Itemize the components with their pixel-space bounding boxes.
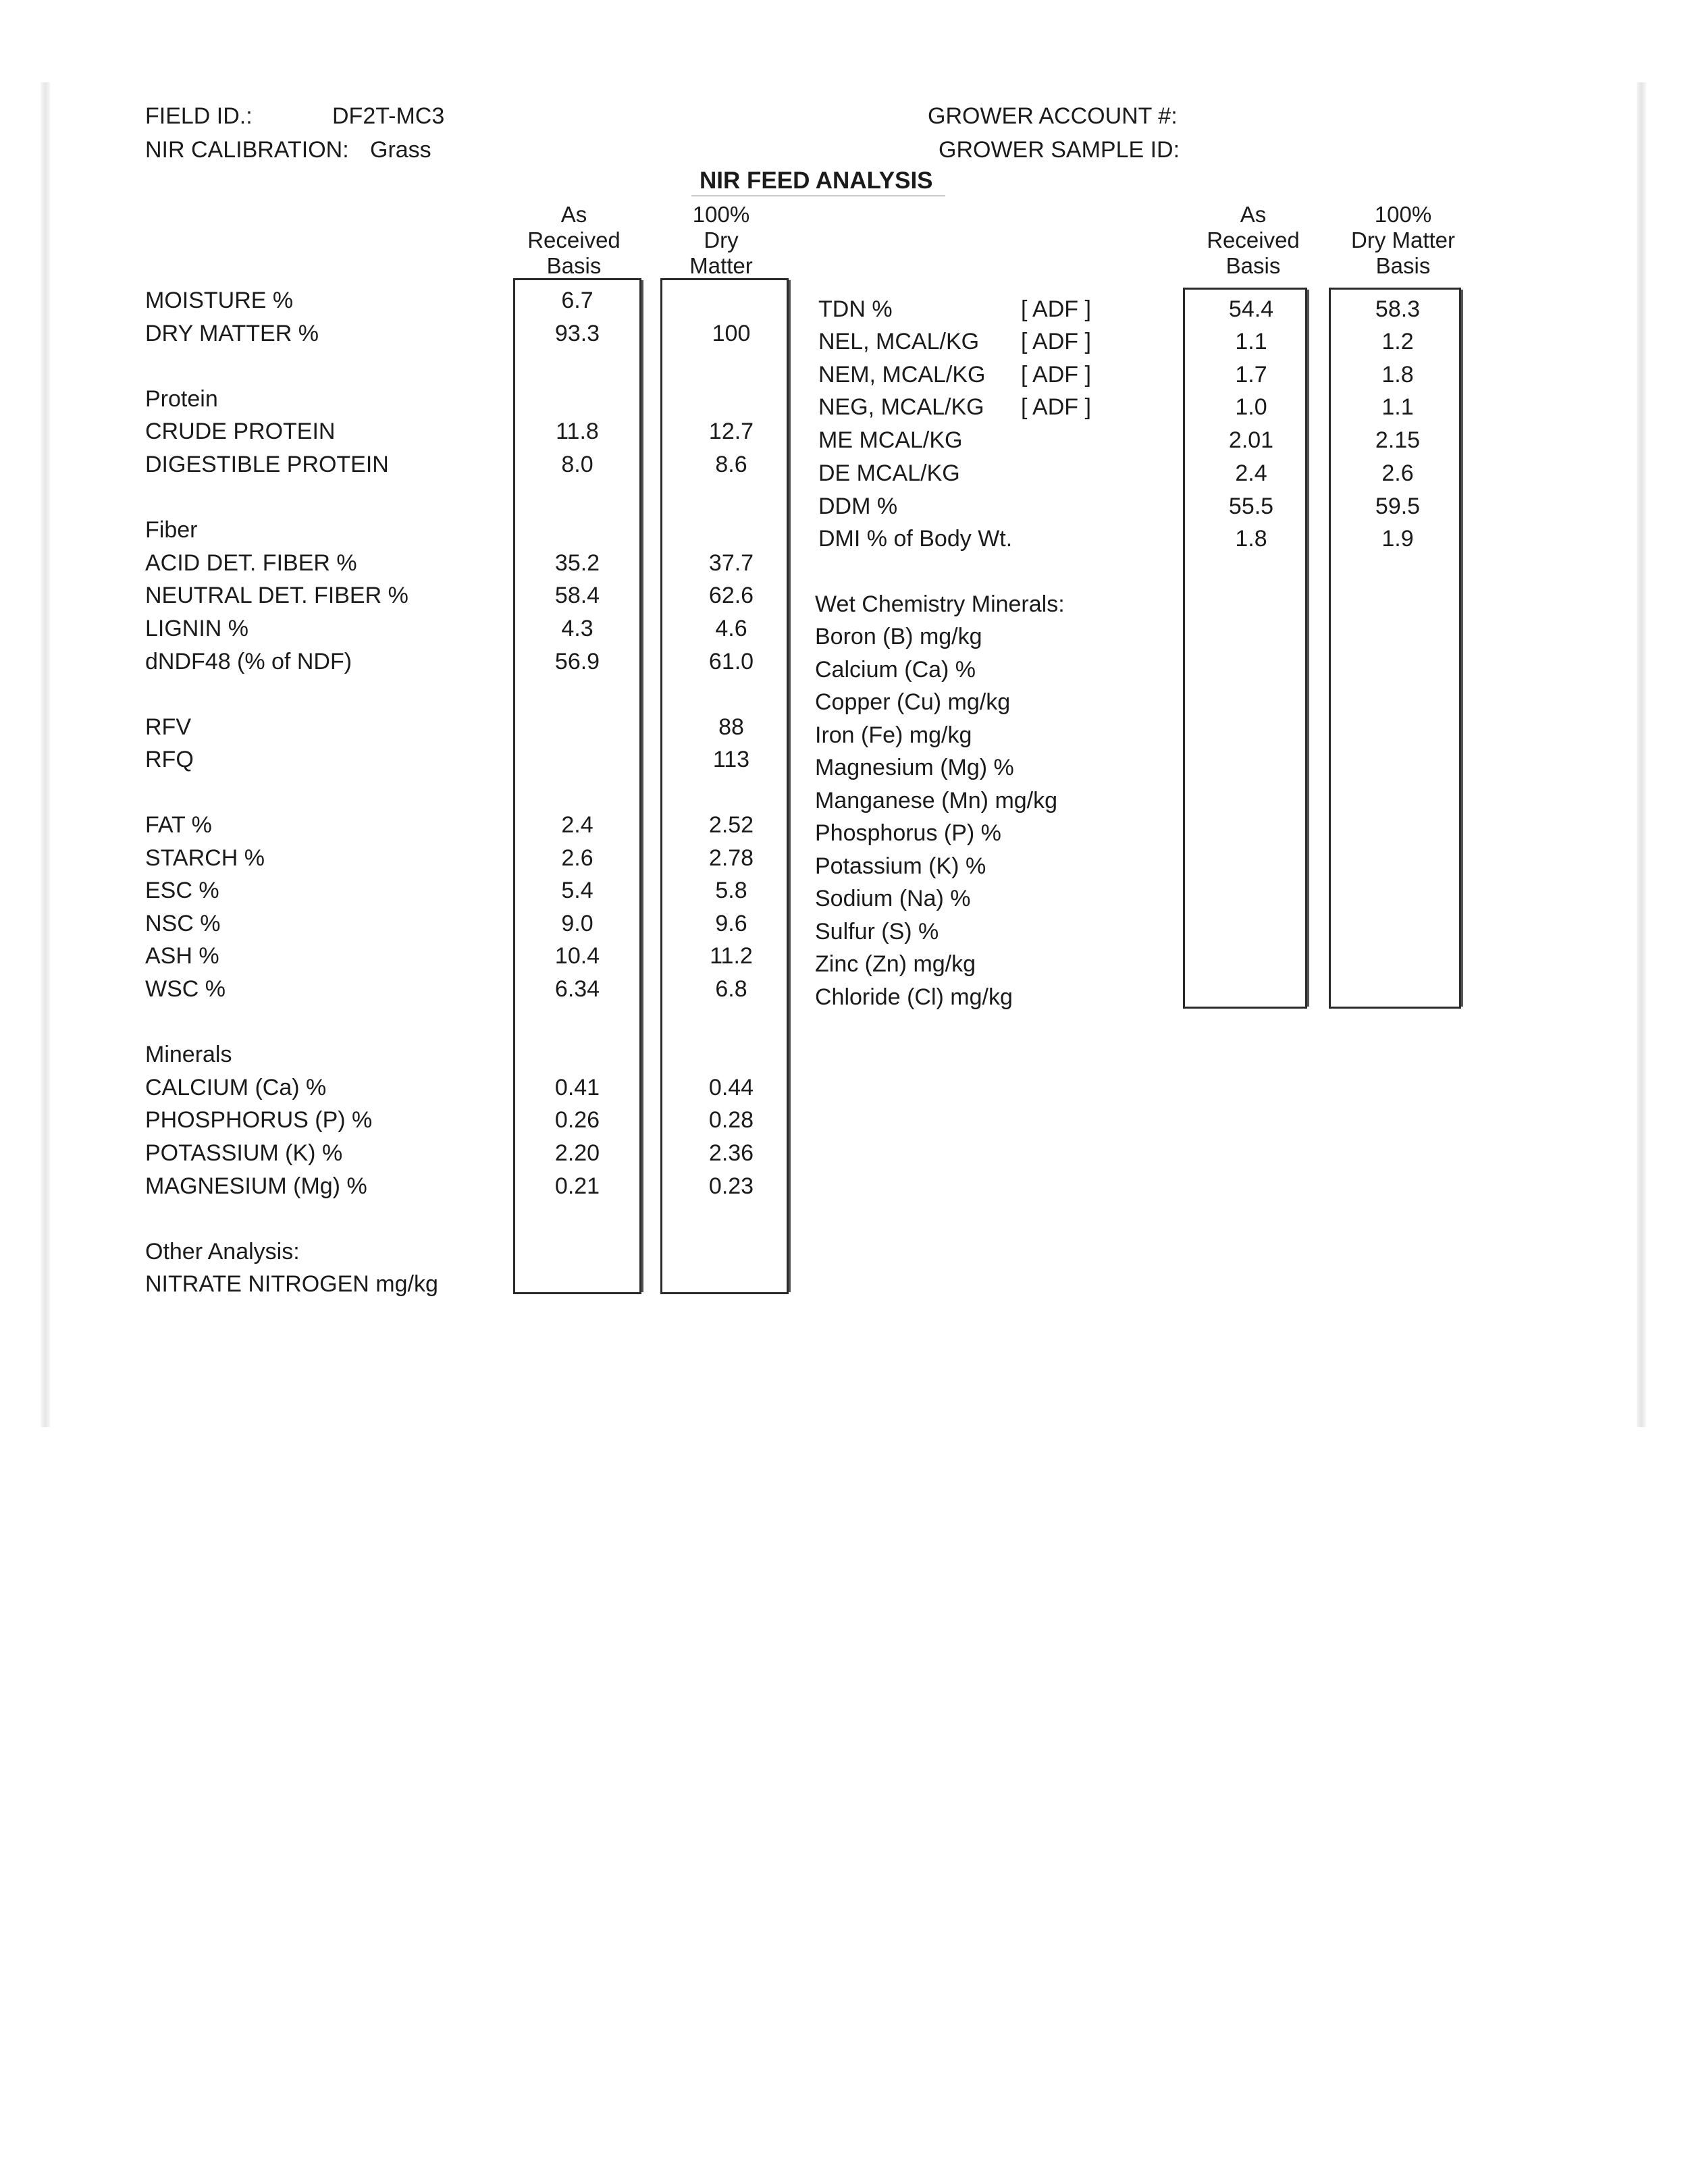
dry-matter-value: 58.3 — [1375, 296, 1421, 322]
list-item: Phosphorus (P) % — [815, 820, 1001, 846]
as-received-value: 5.4 — [561, 878, 594, 903]
field-id-value: DF2T-MC3 — [332, 103, 445, 129]
as-received-value: 6.7 — [561, 288, 594, 313]
row-label: DMI % of Body Wt. — [818, 526, 1013, 552]
as-received-value: 10.4 — [554, 943, 600, 969]
header-line: Matter — [689, 253, 753, 278]
list-item: Boron (B) mg/kg — [815, 624, 982, 649]
dry-matter-value: 11.2 — [710, 943, 753, 969]
row-label: DE MCAL/KG — [818, 460, 960, 486]
as-received-value: 0.41 — [554, 1075, 600, 1100]
nir-calibration-value: Grass — [370, 137, 431, 163]
row-label: Other Analysis: — [145, 1239, 300, 1264]
dry-matter-value: 6.8 — [715, 976, 747, 1002]
as-received-value: 1.0 — [1235, 394, 1267, 420]
dry-matter-value: 2.6 — [1381, 460, 1414, 486]
dry-matter-value: 59.5 — [1375, 494, 1421, 519]
row-label: ME MCAL/KG — [818, 427, 963, 453]
adf-tag: [ ADF ] — [1021, 296, 1091, 322]
row-label: CALCIUM (Ca) % — [145, 1075, 327, 1100]
field-id-label: FIELD ID.: — [145, 103, 253, 129]
list-item: Calcium (Ca) % — [815, 657, 976, 683]
row-label: Protein — [145, 386, 218, 412]
dry-matter-value: 2.15 — [1375, 427, 1421, 453]
wet-chemistry-title: Wet Chemistry Minerals: — [815, 591, 1065, 617]
dry-matter-value: 8.6 — [715, 452, 747, 477]
dry-matter-value: 62.6 — [708, 583, 754, 608]
row-label: DDM % — [818, 494, 898, 519]
as-received-value: 0.26 — [554, 1107, 600, 1133]
dry-matter-value: 1.2 — [1381, 329, 1414, 354]
as-received-value: 58.4 — [554, 583, 600, 608]
header-line: Received — [527, 228, 621, 252]
row-label: NEG, MCAL/KG — [818, 394, 984, 420]
header-line: Received — [1207, 228, 1300, 252]
row-label: Fiber — [145, 517, 198, 543]
as-received-value: 8.0 — [561, 452, 594, 477]
row-label: TDN % — [818, 296, 893, 322]
scan-border-right — [1637, 82, 1646, 1427]
as-received-value: 1.8 — [1235, 526, 1267, 552]
header-line: Dry — [704, 228, 739, 252]
list-item: Iron (Fe) mg/kg — [815, 722, 972, 748]
as-received-value: 56.9 — [554, 649, 600, 674]
nir-calibration-label: NIR CALIBRATION: — [145, 137, 349, 163]
list-item: Zinc (Zn) mg/kg — [815, 951, 976, 977]
row-label: dNDF48 (% of NDF) — [145, 649, 352, 674]
header-line: As — [1240, 202, 1267, 227]
header-line: Basis — [1375, 253, 1431, 278]
as-received-value: 1.1 — [1235, 329, 1267, 354]
as-received-value: 1.7 — [1235, 362, 1267, 388]
dry-matter-value: 1.9 — [1381, 526, 1414, 552]
row-label: MAGNESIUM (Mg) % — [145, 1173, 367, 1199]
row-label: ACID DET. FIBER % — [145, 550, 357, 576]
row-label: WSC % — [145, 976, 226, 1002]
row-label: NITRATE NITROGEN mg/kg — [145, 1271, 438, 1297]
header-line: As — [560, 202, 587, 227]
dry-matter-value: 2.78 — [708, 845, 754, 871]
dry-matter-value: 100 — [712, 321, 751, 346]
adf-tag: [ ADF ] — [1021, 394, 1091, 420]
dry-matter-value: 61.0 — [708, 649, 754, 674]
row-label: ASH % — [145, 943, 219, 969]
dry-matter-value: 1.8 — [1381, 362, 1414, 388]
row-label: MOISTURE % — [145, 288, 294, 313]
header-line: Dry Matter — [1350, 228, 1456, 252]
list-item: Sodium (Na) % — [815, 886, 971, 911]
as-received-value: 2.20 — [554, 1140, 600, 1166]
dry-matter-value: 5.8 — [715, 878, 747, 903]
as-received-value: 93.3 — [554, 321, 600, 346]
as-received-value: 6.34 — [554, 976, 600, 1002]
header-line: Basis — [1225, 253, 1281, 278]
header-line: Basis — [546, 253, 602, 278]
list-item: Copper (Cu) mg/kg — [815, 689, 1011, 715]
list-item: Sulfur (S) % — [815, 919, 939, 944]
as-received-value: 35.2 — [554, 550, 600, 576]
row-label: POTASSIUM (K) % — [145, 1140, 343, 1166]
list-item: Manganese (Mn) mg/kg — [815, 788, 1058, 814]
row-label: RFV — [145, 714, 191, 740]
list-item: Chloride (Cl) mg/kg — [815, 984, 1013, 1010]
row-label: NSC % — [145, 911, 221, 936]
dry-matter-value: 4.6 — [715, 616, 747, 641]
as-received-value: 55.5 — [1228, 494, 1274, 519]
as-received-value: 2.6 — [561, 845, 594, 871]
grower-account-label: GROWER ACCOUNT #: — [928, 103, 1178, 129]
as-received-value: 2.4 — [1235, 460, 1267, 486]
title-underline — [691, 195, 945, 196]
dry-matter-value: 2.36 — [708, 1140, 754, 1166]
dry-matter-value: 0.23 — [708, 1173, 754, 1199]
list-item: Magnesium (Mg) % — [815, 755, 1014, 780]
row-label: NEUTRAL DET. FIBER % — [145, 583, 408, 608]
as-received-value: 2.4 — [561, 812, 594, 838]
header-line: 100% — [1374, 202, 1432, 227]
as-received-value: 9.0 — [561, 911, 594, 936]
header-line: 100% — [692, 202, 750, 227]
row-label: STARCH % — [145, 845, 265, 871]
row-label: RFQ — [145, 747, 194, 772]
dry-matter-value: 9.6 — [715, 911, 747, 936]
as-received-value: 54.4 — [1228, 296, 1274, 322]
adf-tag: [ ADF ] — [1021, 329, 1091, 354]
scan-border-left — [41, 82, 50, 1427]
dry-matter-value: 0.44 — [708, 1075, 754, 1100]
row-label: DRY MATTER % — [145, 321, 319, 346]
row-label: CRUDE PROTEIN — [145, 419, 336, 444]
dry-matter-value: 12.7 — [708, 419, 754, 444]
as-received-value: 0.21 — [554, 1173, 600, 1199]
grower-sample-id-label: GROWER SAMPLE ID: — [939, 137, 1180, 163]
as-received-value: 4.3 — [561, 616, 594, 641]
dry-matter-value: 113 — [712, 747, 750, 772]
dry-matter-value: 1.1 — [1381, 394, 1414, 420]
row-label: FAT % — [145, 812, 212, 838]
list-item: Potassium (K) % — [815, 853, 986, 879]
as-received-value: 2.01 — [1228, 427, 1274, 453]
dry-matter-value: 88 — [718, 714, 744, 740]
as-received-value: 11.8 — [556, 419, 599, 444]
row-label: LIGNIN % — [145, 616, 249, 641]
row-label: NEL, MCAL/KG — [818, 329, 980, 354]
report-title: NIR FEED ANALYSIS — [700, 167, 933, 194]
row-label: NEM, MCAL/KG — [818, 362, 986, 388]
adf-tag: [ ADF ] — [1021, 362, 1091, 388]
row-label: PHOSPHORUS (P) % — [145, 1107, 373, 1133]
dry-matter-value: 2.52 — [708, 812, 754, 838]
row-label: Minerals — [145, 1042, 232, 1067]
dry-matter-value: 0.28 — [708, 1107, 754, 1133]
dry-matter-value: 37.7 — [708, 550, 754, 576]
row-label: DIGESTIBLE PROTEIN — [145, 452, 389, 477]
row-label: ESC % — [145, 878, 219, 903]
